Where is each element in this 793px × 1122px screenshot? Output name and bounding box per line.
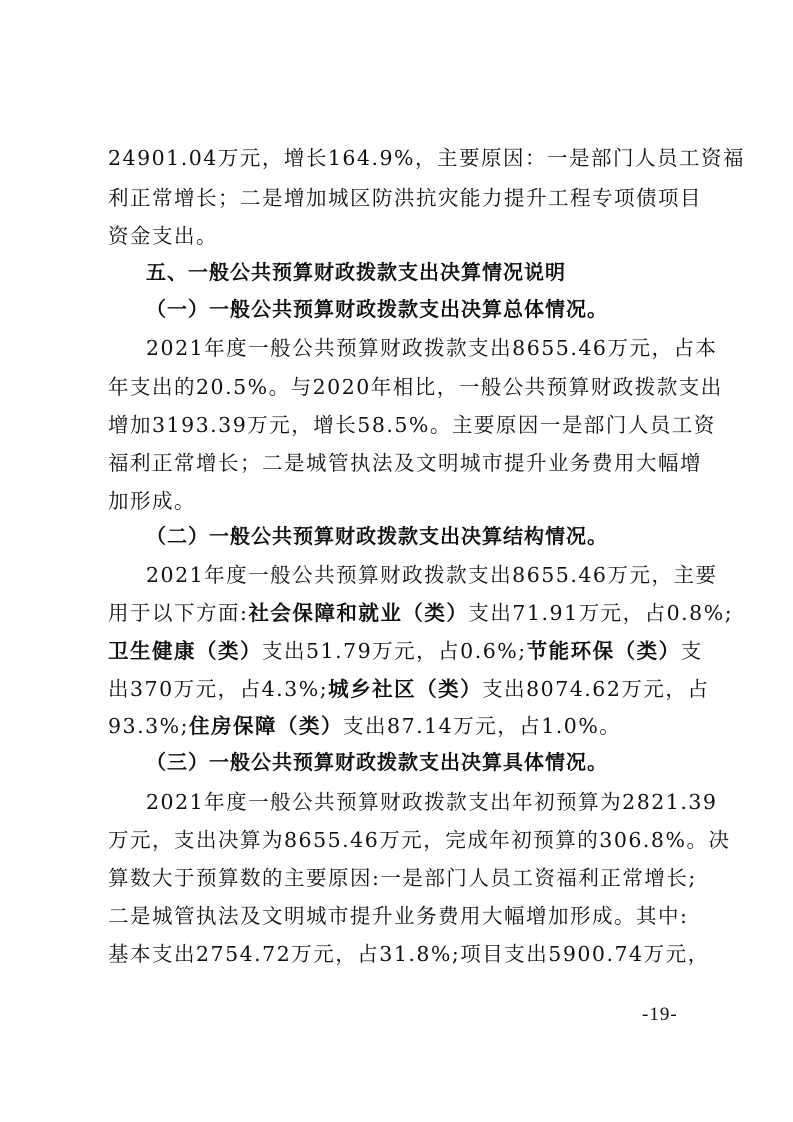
section-heading: 五、一般公共预算财政拨款支出决算情况说明 bbox=[146, 260, 566, 284]
category-label: 住房保障（类） bbox=[189, 714, 344, 738]
paragraph-line: 2021年度一般公共预算财政拨款支出8655.46万元，主要 bbox=[146, 563, 718, 587]
paragraph-line bbox=[108, 712, 678, 740]
text-run: 支出51.79万元，占0.6%; bbox=[262, 639, 527, 663]
category-label: 卫生健康（类） bbox=[108, 639, 262, 663]
paragraph-line bbox=[108, 637, 703, 665]
paragraph-line bbox=[108, 675, 710, 703]
paragraph-line: 算数大于预算数的主要原因:一是部门人员工资福利正常增长; bbox=[108, 866, 697, 890]
category-label: 城乡社区（类） bbox=[328, 677, 483, 701]
paragraph-line: 资金支出。 bbox=[108, 224, 218, 248]
paragraph-line: 2021年度一般公共预算财政拨款支出8655.46万元，占本 bbox=[146, 336, 718, 360]
category-label: 社会保障和就业（类） bbox=[248, 601, 469, 625]
paragraph-line: 福利正常增长；二是城管执法及文明城市提升业务费用大幅增 bbox=[108, 451, 702, 475]
paragraph-line: 基本支出2754.72万元，占31.8%;项目支出5900.74万元， bbox=[108, 942, 710, 966]
text-run: 出370万元，占4.3%; bbox=[108, 677, 329, 701]
paragraph-line: 增加3193.39万元，增长58.5%。主要原因一是部门人员工资 bbox=[108, 413, 716, 437]
paragraph-line: 二是城管执法及文明城市提升业务费用大幅增加形成。其中: bbox=[108, 904, 689, 928]
subsection-heading: （一）一般公共预算财政拨款支出决算总体情况。 bbox=[146, 297, 608, 321]
paragraph-line: 利正常增长；二是增加城区防洪抗灾能力提升工程专项债项目 bbox=[108, 186, 702, 210]
text-run: 支出71.91万元，占0.8%; bbox=[468, 601, 734, 625]
subsection-heading: （三）一般公共预算财政拨款支出决算具体情况。 bbox=[146, 750, 608, 774]
text-run: 用于以下方面: bbox=[108, 601, 249, 625]
text-run: 支出8074.62万元，占 bbox=[482, 677, 710, 701]
text-run: 支出87.14万元，占1.0%。 bbox=[343, 714, 622, 738]
subsection-heading: （二）一般公共预算财政拨款支出决算结构情况。 bbox=[146, 524, 608, 548]
paragraph-line: 2021年度一般公共预算财政拨款支出年初预算为2821.39 bbox=[146, 790, 718, 814]
text-run: 支 bbox=[680, 639, 703, 663]
category-label: 节能环保（类） bbox=[526, 639, 681, 663]
paragraph-line bbox=[108, 599, 734, 627]
page-number: -19- bbox=[642, 1004, 678, 1025]
text-run: 93.3%; bbox=[108, 714, 190, 738]
paragraph-line: 万元，支出决算为8655.46万元，完成年初预算的306.8%。决 bbox=[108, 828, 731, 852]
paragraph-line: 年支出的20.5%。与2020年相比，一般公共预算财政拨款支出 bbox=[108, 375, 723, 399]
paragraph-line: 24901.04万元，增长164.9%，主要原因：一是部门人员工资福 bbox=[108, 146, 745, 170]
paragraph-line: 加形成。 bbox=[108, 489, 196, 513]
